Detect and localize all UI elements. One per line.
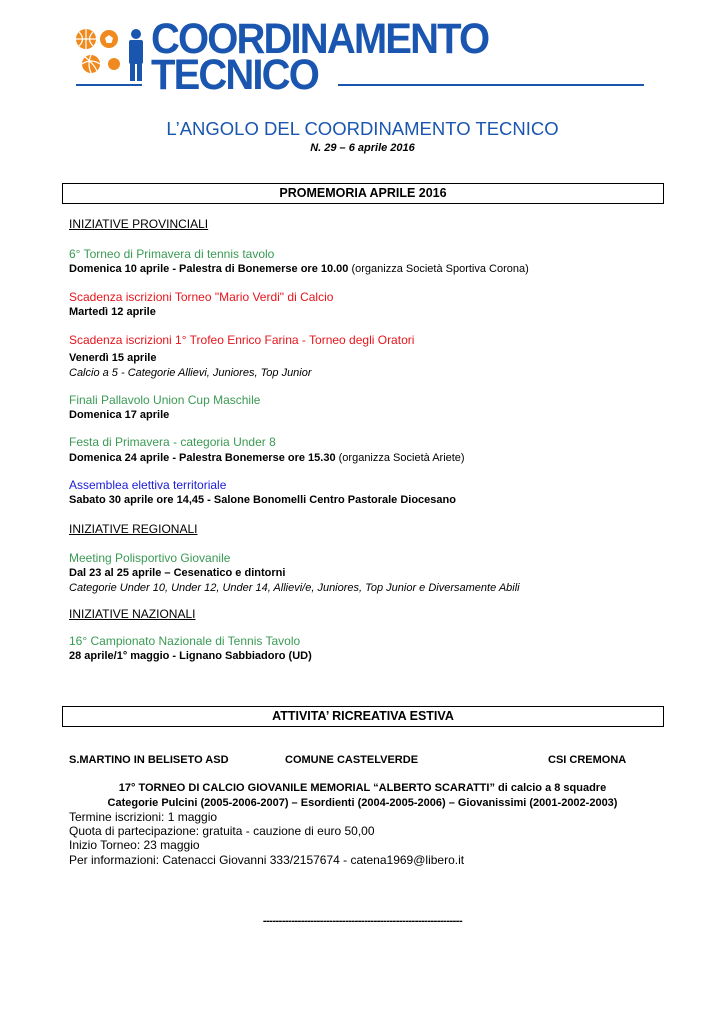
section-provinciali: INIZIATIVE PROVINCIALI [69, 217, 209, 231]
event-title: 6° Torneo di Primavera di tennis tavolo [69, 247, 275, 261]
organizer: COMUNE CASTELVERDE [285, 754, 419, 766]
logo-line-2: TECNICO [151, 51, 318, 99]
info-line: Termine iscrizioni: 1 maggio [69, 810, 218, 824]
logo-rule-left [76, 84, 142, 86]
event-detail: Sabato 30 aprile ore 14,45 - Salone Bonomelli Centro Pastorale Diocesano [69, 494, 456, 506]
sports-balls-icon [74, 26, 152, 84]
event-detail: Dal 23 al 25 aprile – Cesenatico e dintorni [69, 567, 286, 579]
event-detail-note: (organizza Società Sportiva Corona) [348, 263, 529, 275]
tournament-title: 17° TORNEO DI CALCIO GIOVANILE MEMORIAL “ALBERTO SCARATTI” di calcio a 8 squadre [118, 782, 607, 794]
event-detail-bold: Domenica 10 aprile - Palestra di Bonemerse ore 10.00 [69, 263, 349, 275]
estiva-heading: ATTIVITA’ RICREATIVA ESTIVA [62, 706, 664, 727]
organizer: CSI CREMONA [548, 754, 627, 766]
event-detail: 28 aprile/1° maggio - Lignano Sabbiadoro (UD) [69, 650, 312, 662]
info-line: Inizio Torneo: 23 maggio [69, 838, 200, 852]
event-note: Categorie Under 10, Under 12, Under 14, Allievi/e, Juniores, Top Junior e Diversamente Abili [69, 582, 520, 594]
event-detail: Martedì 12 aprile [69, 306, 156, 318]
event-title: Festa di Primavera - categoria Under 8 [69, 435, 276, 449]
event-title: Scadenza iscrizioni Torneo "Mario Verdi" di Calcio [69, 290, 334, 304]
event-detail [69, 452, 465, 465]
logo-line-1: COORDINAMENTO [151, 15, 489, 63]
section-regionali: INIZIATIVE REGIONALI [69, 522, 198, 536]
event-title: Scadenza iscrizioni 1° Trofeo Enrico Farina - Torneo degli Oratori [69, 333, 415, 347]
event-title: Assemblea elettiva territoriale [69, 478, 227, 492]
tournament-categories: Categorie Pulcini (2005-2006-2007) – Esordienti (2004-2005-2006) – Giovanissimi (2001-2002-2003) [107, 797, 618, 809]
section-nazionali: INIZIATIVE NAZIONALI [69, 607, 196, 621]
info-line: Per informazioni: Catenacci Giovanni 333/2157674 - catena1969@libero.it [69, 853, 465, 867]
event-title: Meeting Polisportivo Giovanile [69, 551, 231, 565]
event-detail [69, 263, 529, 276]
logo-rule-right [338, 84, 644, 86]
footer-divider: --------------------------------------------------------------- [262, 915, 463, 927]
info-line: Quota di partecipazione: gratuita - cauzione di euro 50,00 [69, 824, 375, 838]
event-detail-bold: Domenica 24 aprile - Palestra Bonemerse ore 15.30 [69, 452, 336, 464]
page-title: L’ANGOLO DEL COORDINAMENTO TECNICO [166, 118, 559, 139]
organizer: S.MARTINO IN BELISETO ASD [69, 754, 229, 766]
event-detail: Venerdì 15 aprile [69, 352, 157, 364]
event-title: 16° Campionato Nazionale di Tennis Tavolo [69, 634, 301, 648]
promemoria-heading: PROMEMORIA APRILE 2016 [62, 183, 664, 204]
event-title: Finali Pallavolo Union Cup Maschile [69, 393, 261, 407]
event-detail: Domenica 17 aprile [69, 409, 170, 421]
event-detail-note: (organizza Società Ariete) [335, 452, 465, 464]
event-note: Calcio a 5 - Categorie Allievi, Juniores, Top Junior [69, 367, 312, 379]
issue-number: N. 29 – 6 aprile 2016 [310, 142, 415, 154]
